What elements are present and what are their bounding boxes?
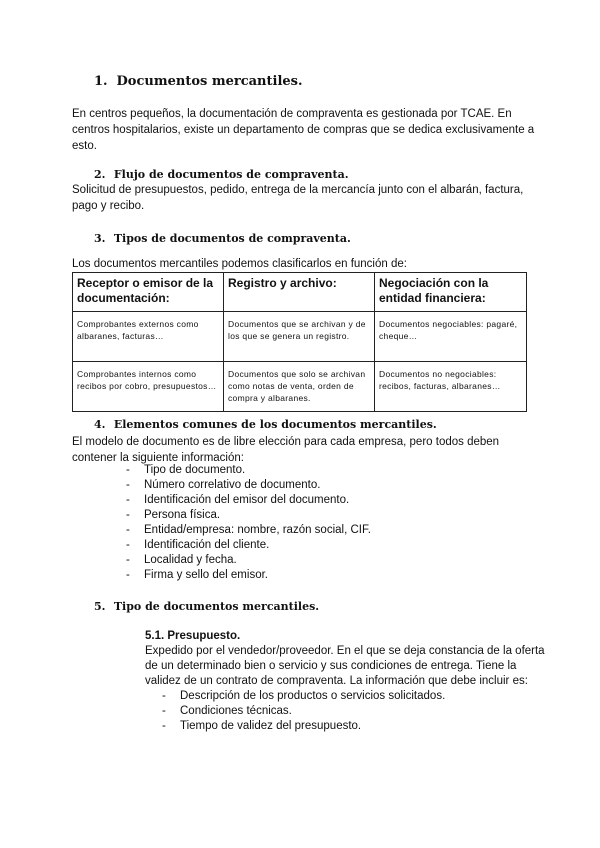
paragraph-classification: Los documentos mercantiles podemos clasificarlos en función de: <box>72 258 407 270</box>
section-number: 3. <box>94 232 106 245</box>
list-item: - Identificación del emisor del documento. <box>126 493 371 508</box>
paragraph-intro: En centros pequeños, la documentación de compraventa es gestionada por TCAE. En centros hospitalarios, existe un departamento de compras que se dedica exclusivamente a esto. <box>72 108 535 152</box>
section-number: 2. <box>94 168 106 181</box>
paragraph-common-elements: El modelo de documento es de libre elección para cada empresa, pero todos deben contener la siguiente información: <box>72 436 500 464</box>
section-5-heading <box>94 600 319 613</box>
table-row <box>73 362 527 412</box>
section-number: 5. <box>94 600 106 613</box>
section-title: Elementos comunes de los documentos mercantiles. <box>113 418 437 431</box>
table-cell: Comprobantes externos como albaranes, facturas… <box>73 312 224 362</box>
list-item: - Condiciones técnicas. <box>162 704 445 719</box>
table-cell: Documentos que solo se archivan como notas de venta, orden de compra y albaranes. <box>224 362 375 412</box>
section-title: Documentos mercantiles. <box>116 74 303 89</box>
subsection-presupuesto <box>145 629 545 689</box>
list-item: - Tipo de documento. <box>126 463 371 478</box>
list-item: - Identificación del cliente. <box>126 538 371 553</box>
subsection-text: Expedido por el vendedor/proveedor. En el que se deja constancia de la oferta de un determinado bien o servicio y sus condiciones de entrega. Tiene la validez de un contrato de compraventa. La información que debe incluir es: <box>145 645 545 687</box>
list-item: - Tiempo de validez del presupuesto. <box>162 719 445 734</box>
section-3-heading <box>94 232 351 245</box>
table-header-row <box>73 273 527 312</box>
table-cell: Comprobantes internos como recibos por cobro, presupuestos… <box>73 362 224 412</box>
section-title: Tipo de documentos mercantiles. <box>113 600 320 613</box>
section-number: 4. <box>94 418 106 431</box>
table-header-cell: Receptor o emisor de la documentación: <box>73 273 224 312</box>
table-header-cell: Negociación con la entidad financiera: <box>375 273 527 312</box>
list-item: - Descripción de los productos o servicios solicitados. <box>162 689 445 704</box>
classification-table <box>72 272 527 412</box>
subsection-title: 5.1. Presupuesto. <box>145 630 241 642</box>
paragraph-flow: Solicitud de presupuestos, pedido, entrega de la mercancía junto con el albarán, factura, pago y recibo. <box>72 184 524 212</box>
table-header-cell: Registro y archivo: <box>224 273 375 312</box>
list-item: - Persona física. <box>126 508 371 523</box>
list-item: - Entidad/empresa: nombre, razón social, CIF. <box>126 523 371 538</box>
table-cell: Documentos no negociables: recibos, facturas, albaranes… <box>375 362 527 412</box>
table-row <box>73 312 527 362</box>
section-1-heading <box>94 74 303 89</box>
section-4-heading <box>94 418 437 431</box>
common-elements-list <box>126 463 371 583</box>
list-item: - Localidad y fecha. <box>126 553 371 568</box>
list-item: - Firma y sello del emisor. <box>126 568 371 583</box>
table-cell: Documentos que se archivan y de los que se genera un registro. <box>224 312 375 362</box>
presupuesto-list <box>162 689 445 734</box>
section-number: 1. <box>94 74 108 89</box>
section-2-heading <box>94 168 349 181</box>
list-item: - Número correlativo de documento. <box>126 478 371 493</box>
section-title: Tipos de documentos de compraventa. <box>113 232 351 245</box>
section-title: Flujo de documentos de compraventa. <box>113 168 349 181</box>
table-cell: Documentos negociables: pagaré, cheque… <box>375 312 527 362</box>
